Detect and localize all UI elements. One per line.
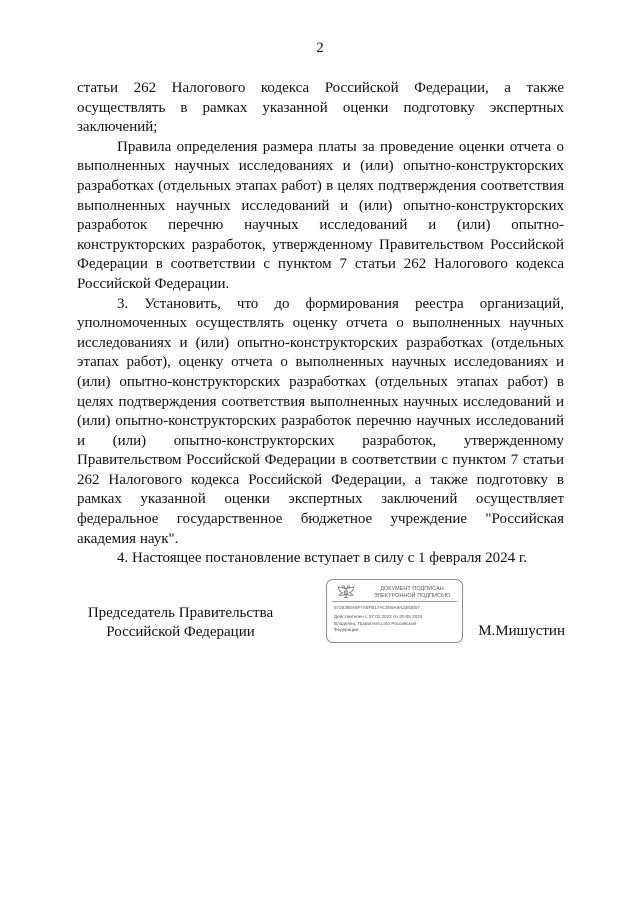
paragraph-3: 3. Установить, что до формирования реестра организаций, уполномоченных осуществлять оценку отчета о выполненных научных исследованиях и (или) опытно-конструкторских разработках (отдельных этапах работ), оценку отчета о выполненных научных исследованиях и (или) опытно-конструкторских разработках (отдельных этапах работ) в целях подтверждения соответствия выполненных научных исследований и (или) опытно-конструкторских разработок перечню научных исследований и (или) опытно-конструкторских разработок, утвержденному Правительством Российской Федерации в соответствии с пунктом 7 статьи 262 Налогового кодекса Российской Федерации, а также подготовку в рамках указанной оценки экспертных заключений осуществляет федеральное государственное бюджетное учреждение "Российская академия наук".	[77, 295, 564, 547]
stamp-owner-line-2: Федерации	[334, 627, 359, 632]
document-body	[77, 79, 564, 569]
signer-name: М.Мишустин	[478, 623, 565, 639]
stamp-divider	[332, 601, 457, 602]
stamp-heading-line-2: ЭЛЕКТРОННОЙ ПОДПИСЬЮ	[373, 592, 451, 599]
paragraph-1: статьи 262 Налогового кодекса Российской Федерации, а также осуществлять в рамках указанной оценки подготовку экспертных заключений;	[77, 80, 564, 136]
paragraph-4: 4. Настоящее постановление вступает в силу с 1 февраля 2024 г.	[117, 550, 528, 567]
stamp-validity: Действителен с 07.02.2023 по 30.05.2024	[334, 614, 423, 619]
signer-title-line-2: Российской Федерации	[106, 624, 255, 640]
stamp-heading-line-1: ДОКУМЕНТ ПОДПИСАН	[380, 586, 444, 592]
stamp-heading	[365, 586, 459, 599]
stamp-owner-line-1: Владелец: Правительство Российской	[334, 621, 416, 626]
signer-title-line-1: Председатель Правительства	[87, 605, 274, 621]
electronic-signature-stamp	[326, 579, 463, 643]
coat-of-arms-icon	[335, 585, 357, 600]
page-number: 2	[316, 40, 324, 56]
stamp-serial: 5725365A6F7A5FB17AC009A9A2393057	[334, 605, 421, 610]
signer-title	[78, 604, 283, 642]
paragraph-2: Правила определения размера платы за проведение оценки отчета о выполненных научных исследованиях и (или) опытно-конструкторских разработках (отдельных этапах работ) в целях подтверждения соответствия выполненных научных исследований и (или) опытно-конструкторских разработок перечню научных исследований и (или) опытно-конструкторских разработок, утвержденному Правительством Российской Федерации в соответствии с пунктом 7 статьи 262 Налогового кодекса Российской Федерации.	[77, 138, 564, 292]
